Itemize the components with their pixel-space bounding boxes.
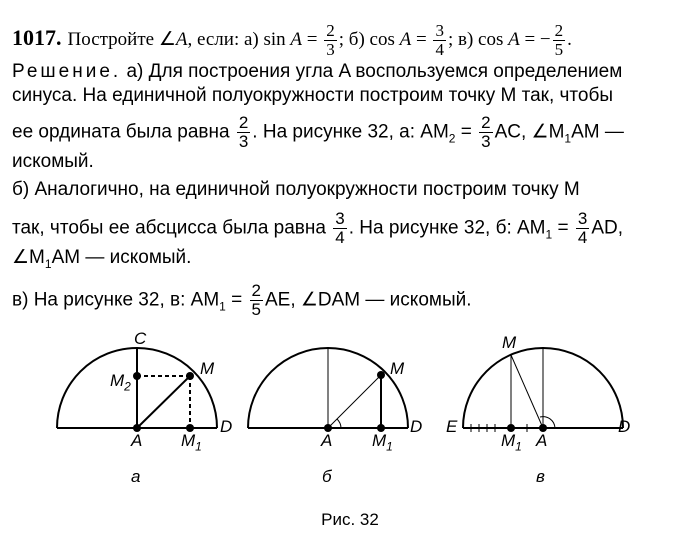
figure-a-label: а: [131, 467, 141, 486]
problem-number: 1017.: [12, 24, 62, 50]
label-M: M: [502, 333, 517, 352]
fraction: $\frac{3}{4}$: [577, 209, 588, 247]
figure-c-label: в: [536, 467, 545, 486]
label-A: A: [536, 431, 548, 450]
label-D: D: [410, 417, 423, 436]
solution-a-line3: ее ордината была равна $\frac{2}{3}$ . На рисунке 32, а: $AM_2$ = $\frac{2}{3}$ AC, $\angle M_1AM$ —: [12, 113, 624, 151]
fraction: $\frac{2}{5}$: [251, 281, 261, 319]
figure-drawing: [0, 320, 700, 536]
label-M1: $M_1$: [501, 431, 522, 454]
solution-a-line4: искомый.: [12, 151, 94, 172]
fraction: $\frac{2}{3}$: [238, 113, 249, 151]
figure-caption: Рис. 32: [321, 510, 379, 529]
fraction: $\frac{3}{4}$: [435, 21, 444, 59]
label-M1: $M_1$: [181, 431, 202, 454]
label-D: D: [220, 417, 233, 436]
label-E: E: [446, 417, 458, 436]
solution-b-line2: так, чтобы ее абсцисса была равна $\frac{3}{4}$ . На рисунке 32, б: $AM_1$ = $\frac{3}{4}$ AD,: [12, 209, 624, 247]
figure-b: [248, 348, 408, 428]
figure-32: [0, 320, 700, 536]
solution-a-line1: Решение. а) Для построения угла A воспользуемся определением: [12, 61, 623, 82]
label-M1: $M_1$: [372, 431, 393, 454]
problem-statement: 1017. Постройте ∠A, если: а) sin A = $\frac{2}{3}$ ; б) cos A = $\frac{3}{4}$ ; в) cos A = − $\frac{2}{5}$ .: [12, 21, 572, 59]
label-A: A: [321, 431, 333, 450]
figure-b-label: б: [322, 467, 332, 486]
figure-c: [463, 348, 623, 432]
label-M: M: [200, 359, 215, 378]
fraction: $\frac{2}{3}$: [481, 113, 491, 151]
solution-label: Решение.: [12, 61, 122, 82]
fraction: $\frac{3}{4}$: [335, 209, 345, 247]
label-A: A: [131, 431, 143, 450]
label-C: C: [134, 329, 147, 348]
fraction: $\frac{2}{3}$: [326, 21, 335, 59]
solution-c-line: в) На рисунке 32, в: $AM_1$ = $\frac{2}{5}$ AE, ∠DAM — искомый.: [12, 281, 472, 319]
solution-b-line1: б) Аналогично, на единичной полуокружности построим точку M: [12, 179, 580, 200]
label-D: D: [618, 417, 631, 436]
label-M2: $M_2$: [110, 371, 131, 394]
solution-a-line2: синуса. На единичной полуокружности построим точку M так, чтобы: [12, 85, 614, 106]
fraction: $\frac{2}{5}$: [554, 21, 564, 59]
solution-b-line3: $\angle M_1AM$ — искомый.: [12, 247, 192, 271]
figure-a: [57, 348, 217, 428]
label-M: M: [390, 359, 405, 378]
